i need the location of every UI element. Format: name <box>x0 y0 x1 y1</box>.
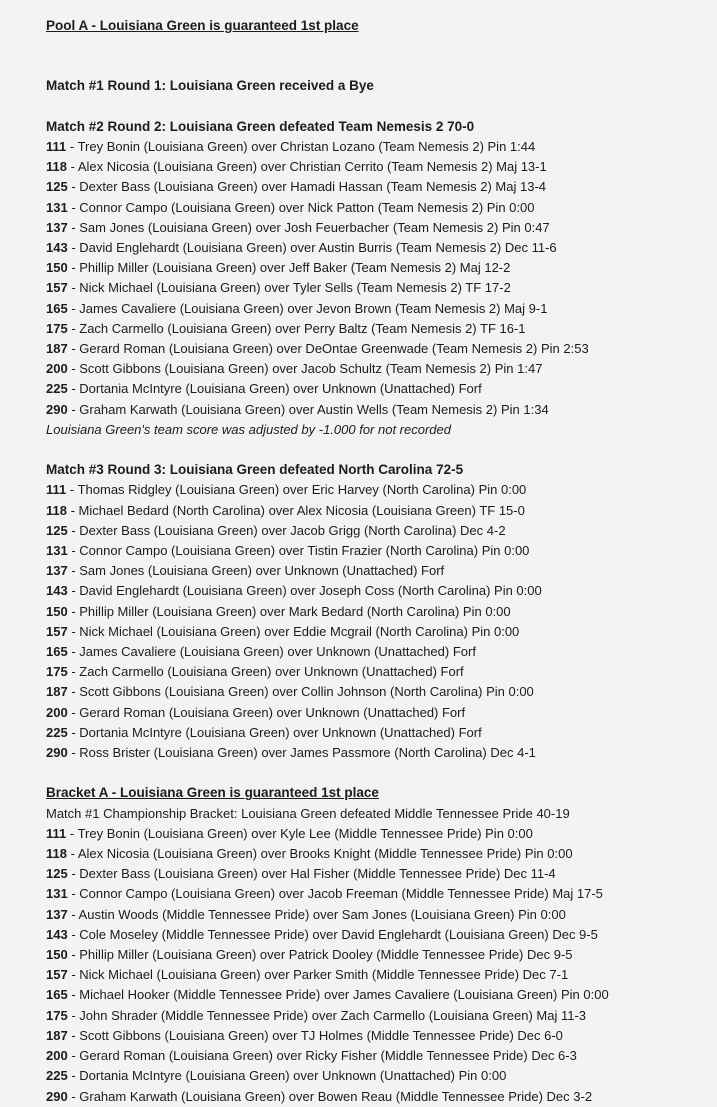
weight-class: 225 <box>46 1068 68 1084</box>
bout-line: 187 - Gerard Roman (Louisiana Green) over DeOntae Greenwade (Team Nemesis 2) Pin 2:53 <box>46 341 589 357</box>
bout-line: 111 - Trey Bonin (Louisiana Green) over Kyle Lee (Middle Tennessee Pride) Pin 0:00 <box>46 825 533 841</box>
bout-line: 175 - Zach Carmello (Louisiana Green) over Perry Baltz (Team Nemesis 2) TF 16-1 <box>46 320 526 336</box>
bout-result: Dortania McIntyre (Louisiana Green) over Unknown (Unattached) Forf <box>79 381 482 397</box>
weight-class: 137 <box>46 219 68 235</box>
bout-line: 111 - Thomas Ridgley (Louisiana Green) over Eric Harvey (North Carolina) Pin 0:00 <box>46 482 527 498</box>
bracket-title: Bracket A - Louisiana Green is guaranteed 1st place <box>46 785 379 801</box>
bout-line: 131 - Connor Campo (Louisiana Green) over Jacob Freeman (Middle Tennessee Pride) Maj 17-5 <box>46 886 603 902</box>
bout-line: 165 - James Cavaliere (Louisiana Green) over Jevon Brown (Team Nemesis 2) Maj 9-1 <box>46 300 548 316</box>
weight-class: 165 <box>46 300 68 316</box>
bout-result: Zach Carmello (Louisiana Green) over Perry Baltz (Team Nemesis 2) TF 16-1 <box>79 320 526 336</box>
bout-line: 157 - Nick Michael (Louisiana Green) over Tyler Sells (Team Nemesis 2) TF 17-2 <box>46 280 511 296</box>
bout-result: Dortania McIntyre (Louisiana Green) over Unknown (Unattached) Forf <box>79 724 482 740</box>
weight-class: 111 <box>46 138 67 154</box>
bout-line: 225 - Dortania McIntyre (Louisiana Green) over Unknown (Unattached) Forf <box>46 381 482 397</box>
bout-line: 165 - Michael Hooker (Middle Tennessee Pride) over James Cavaliere (Louisiana Green) Pin 0:00 <box>46 987 609 1003</box>
weight-class: 150 <box>46 947 68 963</box>
weight-class: 157 <box>46 280 68 296</box>
bout-result: David Englehardt (Louisiana Green) over Joseph Coss (North Carolina) Pin 0:00 <box>79 583 542 599</box>
bout-line: 150 - Phillip Miller (Louisiana Green) over Jeff Baker (Team Nemesis 2) Maj 12-2 <box>46 260 511 276</box>
bout-result: Nick Michael (Louisiana Green) over Tyler Sells (Team Nemesis 2) TF 17-2 <box>79 280 511 296</box>
weight-class: 118 <box>46 502 67 518</box>
weight-class: 187 <box>46 1027 68 1043</box>
weight-class: 157 <box>46 623 68 639</box>
document-content <box>46 16 706 1107</box>
bout-result: John Shrader (Middle Tennessee Pride) over Zach Carmello (Louisiana Green) Maj 11-3 <box>79 1007 587 1023</box>
bout-line: 143 - David Englehardt (Louisiana Green) over Joseph Coss (North Carolina) Pin 0:00 <box>46 583 542 599</box>
bout-line: 200 - Gerard Roman (Louisiana Green) over Ricky Fisher (Middle Tennessee Pride) Dec 6-3 <box>46 1048 577 1064</box>
bout-line: 118 - Alex Nicosia (Louisiana Green) over Christian Cerrito (Team Nemesis 2) Maj 13-1 <box>46 159 547 175</box>
bout-result: Dortania McIntyre (Louisiana Green) over Unknown (Unattached) Pin 0:00 <box>79 1068 507 1084</box>
bout-result: Sam Jones (Louisiana Green) over Unknown (Unattached) Forf <box>79 563 445 579</box>
bout-result: Graham Karwath (Louisiana Green) over Bowen Reau (Middle Tennessee Pride) Dec 3-2 <box>79 1088 593 1104</box>
bout-line: 150 - Phillip Miller (Louisiana Green) over Mark Bedard (North Carolina) Pin 0:00 <box>46 603 511 619</box>
weight-class: 118 <box>46 159 67 175</box>
bout-result: James Cavaliere (Louisiana Green) over Unknown (Unattached) Forf <box>79 644 476 660</box>
bout-line: 111 - Trey Bonin (Louisiana Green) over Christan Lozano (Team Nemesis 2) Pin 1:44 <box>46 138 536 154</box>
bout-result: Connor Campo (Louisiana Green) over Nick Patton (Team Nemesis 2) Pin 0:00 <box>79 199 535 215</box>
bout-result: Michael Bedard (North Carolina) over Alex Nicosia (Louisiana Green) TF 15-0 <box>78 502 525 518</box>
bout-line: 125 - Dexter Bass (Louisiana Green) over Hal Fisher (Middle Tennessee Pride) Dec 11-4 <box>46 866 556 882</box>
bout-line: 225 - Dortania McIntyre (Louisiana Green) over Unknown (Unattached) Forf <box>46 724 482 740</box>
bout-result: Dexter Bass (Louisiana Green) over Jacob Grigg (North Carolina) Dec 4-2 <box>79 522 506 538</box>
bout-line: 175 - John Shrader (Middle Tennessee Pride) over Zach Carmello (Louisiana Green) Maj 11-3 <box>46 1007 587 1023</box>
bout-result: Gerard Roman (Louisiana Green) over DeOntae Greenwade (Team Nemesis 2) Pin 2:53 <box>79 341 589 357</box>
bout-line: 200 - Gerard Roman (Louisiana Green) over Unknown (Unattached) Forf <box>46 704 466 720</box>
bout-result: Phillip Miller (Louisiana Green) over Patrick Dooley (Middle Tennessee Pride) Dec 9-5 <box>79 947 573 963</box>
weight-class: 111 <box>46 482 67 498</box>
weight-class: 137 <box>46 906 68 922</box>
bout-result: Trey Bonin (Louisiana Green) over Christan Lozano (Team Nemesis 2) Pin 1:44 <box>77 138 536 154</box>
bout-line: 165 - James Cavaliere (Louisiana Green) over Unknown (Unattached) Forf <box>46 644 476 660</box>
bout-result: Graham Karwath (Louisiana Green) over Austin Wells (Team Nemesis 2) Pin 1:34 <box>79 401 549 417</box>
bout-line: 131 - Connor Campo (Louisiana Green) over Nick Patton (Team Nemesis 2) Pin 0:00 <box>46 199 535 215</box>
weight-class: 290 <box>46 401 68 417</box>
weight-class: 131 <box>46 886 68 902</box>
bout-result: Gerard Roman (Louisiana Green) over Ricky Fisher (Middle Tennessee Pride) Dec 6-3 <box>79 1048 577 1064</box>
bout-result: Alex Nicosia (Louisiana Green) over Brooks Knight (Middle Tennessee Pride) Pin 0:00 <box>77 846 573 862</box>
bout-result: Austin Woods (Middle Tennessee Pride) over Sam Jones (Louisiana Green) Pin 0:00 <box>78 906 566 922</box>
weight-class: 125 <box>46 866 68 882</box>
bout-line: 290 - Ross Brister (Louisiana Green) over James Passmore (North Carolina) Dec 4-1 <box>46 745 536 761</box>
bout-result: Dexter Bass (Louisiana Green) over Hamadi Hassan (Team Nemesis 2) Maj 13-4 <box>79 179 547 195</box>
bout-result: Zach Carmello (Louisiana Green) over Unknown (Unattached) Forf <box>79 664 464 680</box>
bout-result: Thomas Ridgley (Louisiana Green) over Eric Harvey (North Carolina) Pin 0:00 <box>77 482 527 498</box>
weight-class: 175 <box>46 320 68 336</box>
weight-class: 225 <box>46 724 68 740</box>
bout-result: Nick Michael (Louisiana Green) over Parker Smith (Middle Tennessee Pride) Dec 7-1 <box>79 967 569 983</box>
bout-line: 175 - Zach Carmello (Louisiana Green) over Unknown (Unattached) Forf <box>46 664 464 680</box>
weight-class: 143 <box>46 926 68 942</box>
bracket-match-title: Match #1 Championship Bracket: Louisiana Green defeated Middle Tennessee Pride 40-19 <box>46 805 570 821</box>
weight-class: 143 <box>46 240 68 255</box>
bout-line: 157 - Nick Michael (Louisiana Green) over Eddie Mcgrail (North Carolina) Pin 0:00 <box>46 623 520 639</box>
bout-result: Michael Hooker (Middle Tennessee Pride) over James Cavaliere (Louisiana Green) Pin 0:00 <box>79 987 609 1003</box>
bout-line: 137 - Sam Jones (Louisiana Green) over Unknown (Unattached) Forf <box>46 563 445 579</box>
weight-class: 157 <box>46 967 68 983</box>
match2-title: Match #2 Round 2: Louisiana Green defeated Team Nemesis 2 70-0 <box>46 118 475 134</box>
weight-class: 225 <box>46 381 68 397</box>
bout-line: 150 - Phillip Miller (Louisiana Green) over Patrick Dooley (Middle Tennessee Pride) Dec 9-5 <box>46 947 573 963</box>
match3-title: Match #3 Round 3: Louisiana Green defeated North Carolina 72-5 <box>46 462 464 478</box>
bout-result: Sam Jones (Louisiana Green) over Josh Feuerbacher (Team Nemesis 2) Pin 0:47 <box>79 219 550 235</box>
bout-result: Phillip Miller (Louisiana Green) over Jeff Baker (Team Nemesis 2) Maj 12-2 <box>79 260 511 276</box>
bout-result: Connor Campo (Louisiana Green) over Tistin Frazier (North Carolina) Pin 0:00 <box>79 543 530 559</box>
weight-class: 175 <box>46 1007 68 1023</box>
bout-line: 225 - Dortania McIntyre (Louisiana Green) over Unknown (Unattached) Pin 0:00 <box>46 1068 507 1084</box>
weight-class: 165 <box>46 644 68 660</box>
bout-result: Ross Brister (Louisiana Green) over James Passmore (North Carolina) Dec 4-1 <box>79 745 536 761</box>
bout-line: 118 - Michael Bedard (North Carolina) over Alex Nicosia (Louisiana Green) TF 15-0 <box>46 502 525 518</box>
bout-result: James Cavaliere (Louisiana Green) over Jevon Brown (Team Nemesis 2) Maj 9-1 <box>79 300 548 316</box>
weight-class: 111 <box>46 825 67 841</box>
pool-title: Pool A - Louisiana Green is guaranteed 1st place <box>46 18 359 33</box>
weight-class: 187 <box>46 684 68 700</box>
bout-result: David Englehardt (Louisiana Green) over Austin Burris (Team Nemesis 2) Dec 11-6 <box>79 240 557 255</box>
match3-bouts <box>46 480 706 763</box>
weight-class: 131 <box>46 543 68 559</box>
weight-class: 150 <box>46 603 68 619</box>
weight-class: 143 <box>46 583 68 599</box>
bout-line: 187 - Scott Gibbons (Louisiana Green) over TJ Holmes (Middle Tennessee Pride) Dec 6-0 <box>46 1027 563 1043</box>
bout-result: Connor Campo (Louisiana Green) over Jacob Freeman (Middle Tennessee Pride) Maj 17-5 <box>79 886 603 902</box>
weight-class: 290 <box>46 745 68 761</box>
bout-line: 118 - Alex Nicosia (Louisiana Green) over Brooks Knight (Middle Tennessee Pride) Pin 0:00 <box>46 846 573 862</box>
bout-result: Scott Gibbons (Louisiana Green) over Jacob Schultz (Team Nemesis 2) Pin 1:47 <box>79 361 543 377</box>
bout-line: 187 - Scott Gibbons (Louisiana Green) over Collin Johnson (North Carolina) Pin 0:00 <box>46 684 534 700</box>
bout-result: Scott Gibbons (Louisiana Green) over TJ Holmes (Middle Tennessee Pride) Dec 6-0 <box>79 1027 563 1043</box>
bout-line: 137 - Austin Woods (Middle Tennessee Pride) over Sam Jones (Louisiana Green) Pin 0:00 <box>46 906 566 922</box>
bout-result: Trey Bonin (Louisiana Green) over Kyle Lee (Middle Tennessee Pride) Pin 0:00 <box>77 825 533 841</box>
weight-class: 165 <box>46 987 68 1003</box>
weight-class: 187 <box>46 341 68 357</box>
match1-title: Match #1 Round 1: Louisiana Green received a Bye <box>46 78 374 94</box>
weight-class: 150 <box>46 260 68 276</box>
bracket-bouts <box>46 824 706 1107</box>
weight-class: 200 <box>46 361 68 377</box>
weight-class: 290 <box>46 1088 68 1104</box>
weight-class: 118 <box>46 846 67 862</box>
bout-line: 125 - Dexter Bass (Louisiana Green) over Jacob Grigg (North Carolina) Dec 4-2 <box>46 522 506 538</box>
bout-line: 157 - Nick Michael (Louisiana Green) over Parker Smith (Middle Tennessee Pride) Dec 7-1 <box>46 967 569 983</box>
bout-result: Nick Michael (Louisiana Green) over Eddie Mcgrail (North Carolina) Pin 0:00 <box>79 623 520 639</box>
weight-class: 200 <box>46 1048 68 1064</box>
bout-result: Dexter Bass (Louisiana Green) over Hal Fisher (Middle Tennessee Pride) Dec 11-4 <box>79 866 556 882</box>
weight-class: 125 <box>46 179 68 195</box>
weight-class: 200 <box>46 704 68 720</box>
bout-line: 290 - Graham Karwath (Louisiana Green) over Austin Wells (Team Nemesis 2) Pin 1:34 <box>46 401 549 417</box>
match2-bouts <box>46 137 706 420</box>
weight-class: 131 <box>46 199 68 215</box>
bout-result: Gerard Roman (Louisiana Green) over Unknown (Unattached) Forf <box>79 704 466 720</box>
weight-class: 175 <box>46 664 68 680</box>
bout-result: Alex Nicosia (Louisiana Green) over Christian Cerrito (Team Nemesis 2) Maj 13-1 <box>77 159 547 175</box>
weight-class: 137 <box>46 563 68 579</box>
weight-class: 125 <box>46 522 68 538</box>
bout-line: 143 - Cole Moseley (Middle Tennessee Pride) over David Englehardt (Louisiana Green) Dec 9-5 <box>46 926 598 942</box>
bout-line: 143 - David Englehardt (Louisiana Green) over Austin Burris (Team Nemesis 2) Dec 11-6 <box>46 240 557 255</box>
match2-note: Louisiana Green's team score was adjusted by -1.000 for not recorded <box>46 421 451 437</box>
bout-line: 131 - Connor Campo (Louisiana Green) over Tistin Frazier (North Carolina) Pin 0:00 <box>46 543 530 559</box>
bout-result: Scott Gibbons (Louisiana Green) over Collin Johnson (North Carolina) Pin 0:00 <box>79 684 534 700</box>
bout-line: 125 - Dexter Bass (Louisiana Green) over Hamadi Hassan (Team Nemesis 2) Maj 13-4 <box>46 179 547 195</box>
bout-line: 200 - Scott Gibbons (Louisiana Green) over Jacob Schultz (Team Nemesis 2) Pin 1:47 <box>46 361 543 377</box>
bout-line: 290 - Graham Karwath (Louisiana Green) over Bowen Reau (Middle Tennessee Pride) Dec 3-2 <box>46 1088 593 1104</box>
bout-result: Phillip Miller (Louisiana Green) over Mark Bedard (North Carolina) Pin 0:00 <box>79 603 511 619</box>
bout-result: Cole Moseley (Middle Tennessee Pride) over David Englehardt (Louisiana Green) Dec 9-5 <box>79 926 598 942</box>
bout-line: 137 - Sam Jones (Louisiana Green) over Josh Feuerbacher (Team Nemesis 2) Pin 0:47 <box>46 219 550 235</box>
